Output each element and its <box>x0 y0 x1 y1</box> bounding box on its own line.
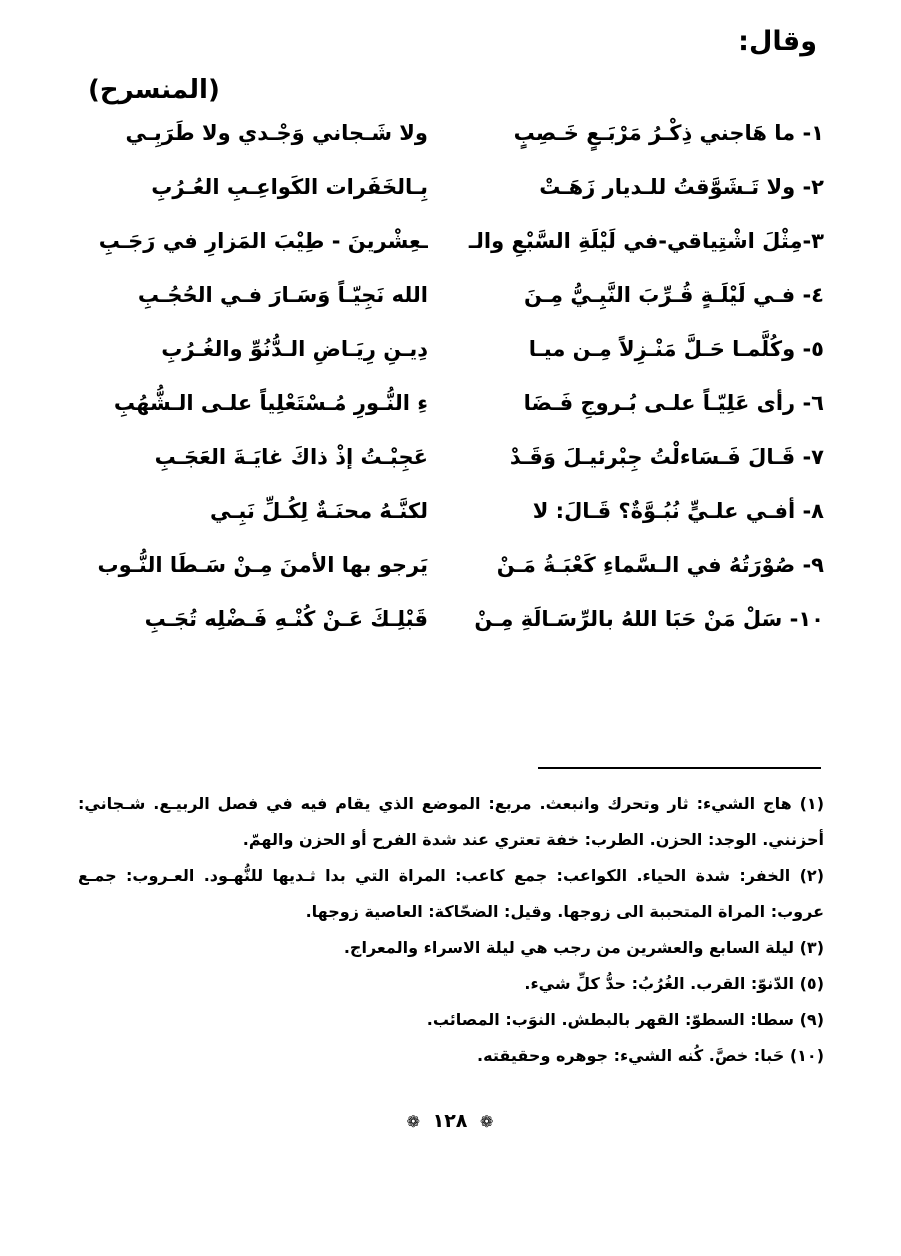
verse-first-hemistich: ٣-مِثْلَ اشْتِياقي-في لَيْلَةِ السَّبْعِ والـ <box>468 229 824 253</box>
intro-line: وقال: <box>738 26 817 57</box>
verse-second-hemistich: لكنَّـهُ محنَـةٌ لِكُـلِّ نَبِـي <box>209 499 428 523</box>
verse-second-hemistich: ـعِشْرينَ - طِيْبَ المَزارِ في رَجَـبِ <box>98 229 428 253</box>
footnotes <box>78 786 824 1074</box>
ornament-icon: ❁ <box>406 1112 420 1131</box>
verse <box>88 160 824 214</box>
footnote: (٩) سطا: السطوّ: القهر بالبطش. النوَب: المصائب. <box>426 1010 824 1029</box>
verse <box>88 214 824 268</box>
page-number-block <box>330 1103 570 1140</box>
footnote: (١) هاج الشيء: ثار وتحرك وانبعث. مربع: الموضع الذي يقام فيه في فصل الربيـع. شـجاني: أحزنني. الوجد: الحزن. الطرب: خفة تعتري عند شدة الفرح أو الحزن والهمّ. <box>78 794 824 849</box>
verse-first-hemistich: ٦- رأى عَلِيّـاً علـى بُـروجِ فَـضَا <box>523 391 824 415</box>
poetic-meter-label: (المنسرح) <box>88 75 220 105</box>
verse-first-hemistich: ٢- ولا تَـشَوَّقتُ للـديار زَهَـتْ <box>539 175 824 199</box>
footnote: (١٠) حَبا: خصَّ. كُنه الشيء: جوهره وحقيقته. <box>477 1046 824 1065</box>
verse <box>88 592 824 646</box>
verse-second-hemistich: ءِ النُّـورِ مُـسْتَعْلِياً علـى الـشُّهُبِ <box>113 391 428 415</box>
verse-first-hemistich: ٨- أفـي علـيٍّ نُبُـوَّةٌ؟ قَـالَ: لا <box>532 499 824 523</box>
verse-first-hemistich: ٤- فـي لَيْلَـةٍ قُـرِّبَ النَّبِـيُّ مِـنَ <box>523 283 824 307</box>
verse-first-hemistich: ١- ما هَاجني ذِكْـرُ مَرْبَـعٍ خَـصِبٍ <box>513 121 824 145</box>
footnote: (٢) الخفر: شدة الحياء. الكواعب: جمع كاعب: المراة التي بدا ثـديها للنُّهـود. العـروب: جمـع عروب: المراة المتحببة الى زوجها. وقيل: الضحّاكة: العاصية زوجها. <box>78 866 824 921</box>
verse-second-hemistich: دِيـنِ رِيَـاضِ الـدُّنُوِّ والغُـرُبِ <box>161 337 428 361</box>
verse-first-hemistich: ٥- وكُلَّمـا حَـلَّ مَنْـزِلاً مِـن ميـا <box>528 337 824 361</box>
verse <box>88 484 824 538</box>
footnote: (٣) ليلة السابع والعشرين من رجب هي ليلة الاسراء والمعراج. <box>343 938 824 957</box>
verse-first-hemistich: ١٠- سَلْ مَنْ حَبَا اللهُ بالرِّسَـالَةِ مِـنْ <box>474 607 824 631</box>
footnote: (٥) الدّنوّ: القرب. الغُرُبُ: حدُّ كلِّ شيء. <box>524 974 824 993</box>
verse-first-hemistich: ٩- صُوْرَتُهُ في الـسَّماءِ كَعْبَـةُ مَـنْ <box>496 553 824 577</box>
verse-first-hemistich: ٧- قَـالَ فَـسَاءلْتُ جِبْرئيـلَ وَقَـدْ <box>509 445 824 469</box>
ornament-icon: ❁ <box>480 1112 494 1131</box>
verse-second-hemistich: الله نَجِيّـاً وَسَـارَ فـي الحُجُـبِ <box>137 283 428 307</box>
verse-second-hemistich: ولا شَـجاني وَجْـدي ولا طَرَبِـي <box>125 121 428 145</box>
verse <box>88 268 824 322</box>
verse <box>88 430 824 484</box>
page-number: ١٢٨ <box>432 1110 468 1132</box>
verse-second-hemistich: يَرجو بها الأمنَ مِـنْ سَـطَا النُّـوب <box>97 553 428 577</box>
verse-second-hemistich: قَبْلِـكَ عَـنْ كُنْـهِ فَـضْلِه تُجَـبِ <box>144 607 428 631</box>
verse <box>88 538 824 592</box>
verse <box>88 322 824 376</box>
footnote-divider <box>538 767 821 769</box>
verse <box>88 106 824 160</box>
poem <box>88 106 824 646</box>
verse-second-hemistich: عَجِبْـتُ إذْ ذاكَ غايَـةَ العَجَـبِ <box>154 445 428 469</box>
verse <box>88 376 824 430</box>
verse-second-hemistich: بِـالخَفَرات الكَواعِـبِ العُـرُبِ <box>151 175 428 199</box>
